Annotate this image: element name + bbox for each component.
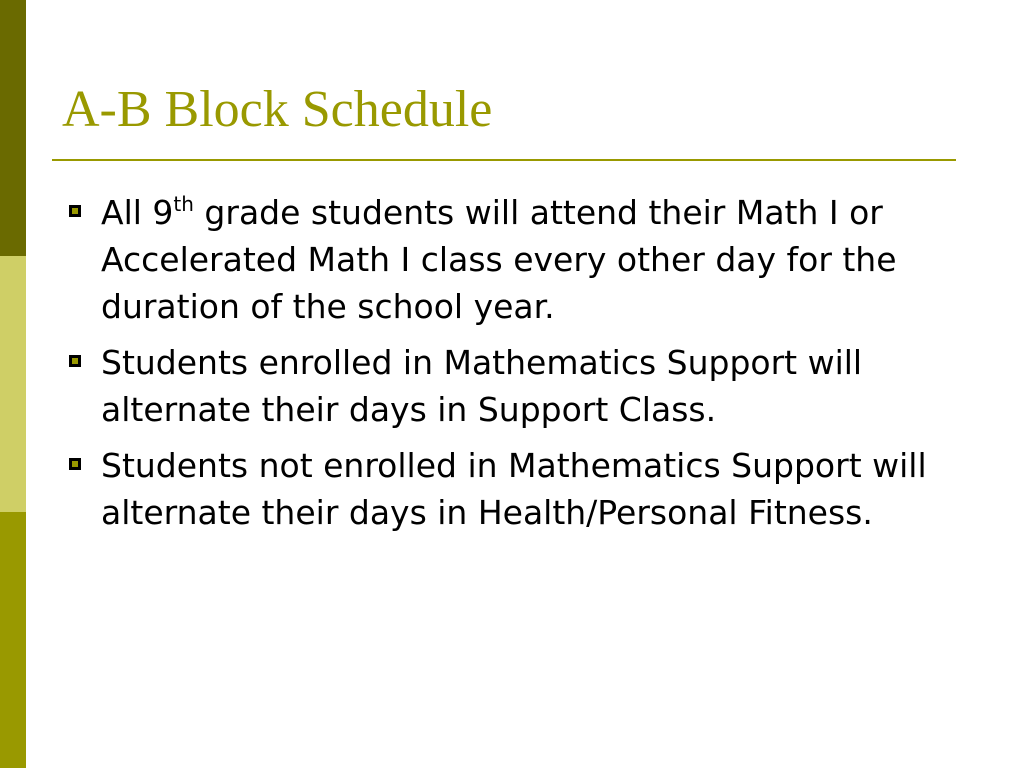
bullet-lead: All 9 [101,193,174,232]
hollow-square-bullet-icon [69,205,81,217]
bullet-item-support-enrolled [66,339,966,433]
decorative-band-top [0,0,26,256]
bullet-item-grade-9 [66,189,966,330]
ordinal-superscript: th [173,192,194,216]
bullet-text-support-enrolled: Students enrolled in Mathematics Support will alternate their days in Support Class. [101,343,863,429]
bullet-text-support-not-enrolled: Students not enrolled in Mathematics Support will alternate their days in Health/Personal Fitness. [101,446,927,532]
bullet-item-support-not-enrolled [66,442,966,536]
bullet-text-rest: grade students will attend their Math I or Accelerated Math I class every other day for the duration of the school year. [101,193,897,326]
hollow-square-bullet-icon [69,458,81,470]
decorative-band-middle [0,256,26,512]
decorative-band-bottom [0,512,26,768]
bullet-text-grade-9 [101,189,966,330]
bullet-list [66,189,966,545]
hollow-square-bullet-icon [69,355,81,367]
slide-title: A-B Block Schedule [62,81,493,138]
title-divider [52,159,956,161]
